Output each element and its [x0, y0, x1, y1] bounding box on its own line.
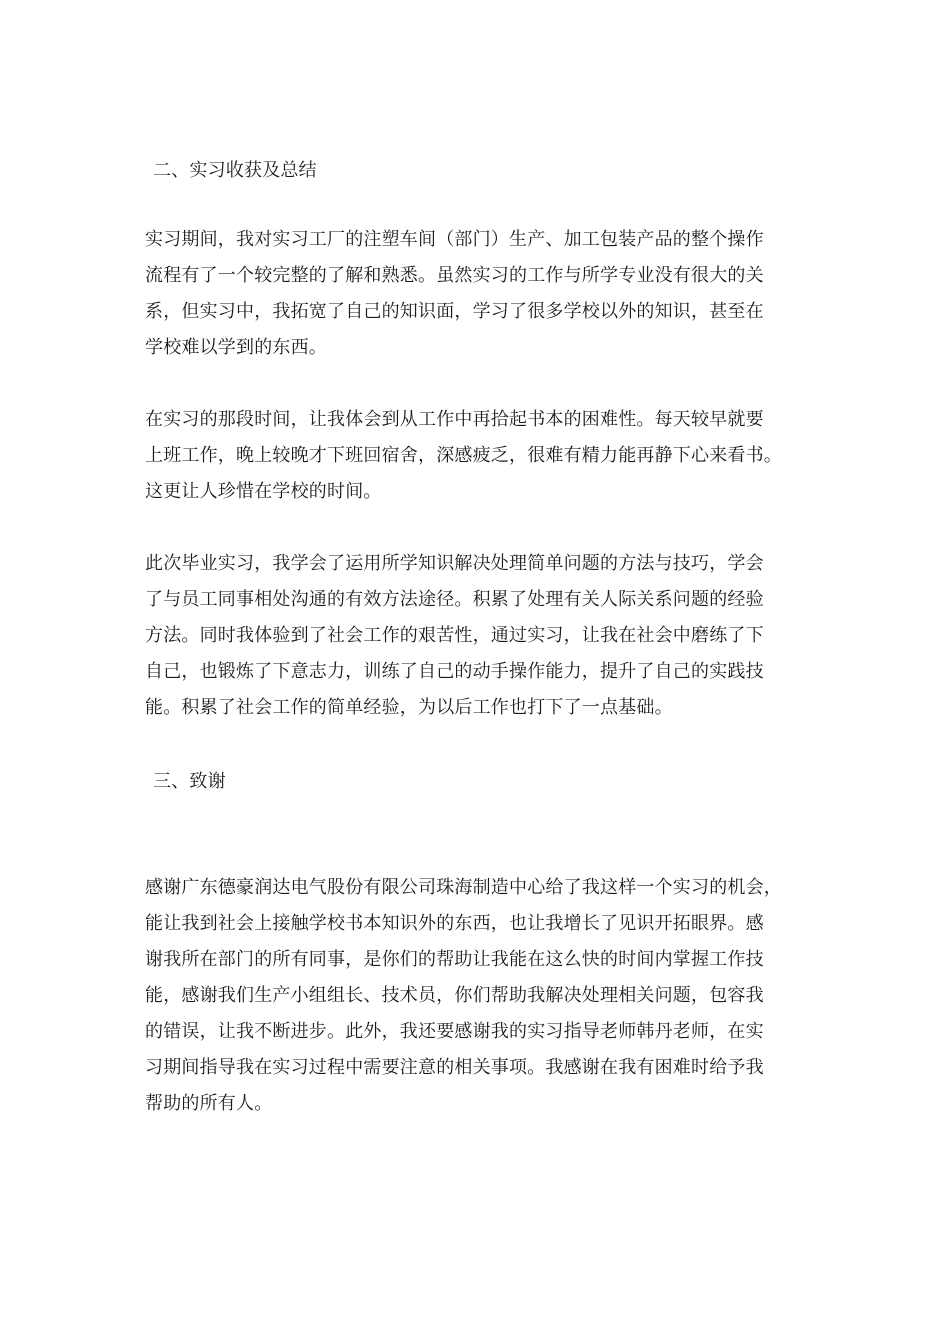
paragraph-line: 能让我到社会上接触学校书本知识外的东西，也让我增长了见识开拓眼界。感 [145, 913, 764, 934]
paragraph-thanks [145, 870, 845, 1122]
paragraph-line: 谢我所在部门的所有同事，是你们的帮助让我能在这么快的时间内掌握工作技 [145, 949, 764, 970]
paragraph-line: 了与员工同事相处沟通的有效方法途径。积累了处理有关人际关系问题的经验 [145, 589, 764, 610]
paragraph-line: 此次毕业实习，我学会了运用所学知识解决处理简单问题的方法与技巧，学会 [145, 553, 764, 574]
paragraph-line: 实习期间，我对实习工厂的注塑车间（部门）生产、加工包装产品的整个操作 [145, 229, 764, 250]
paragraph-line: 的错误，让我不断进步。此外，我还要感谢我的实习指导老师韩丹老师，在实 [145, 1021, 764, 1042]
paragraph-line: 自己，也锻炼了下意志力，训练了自己的动手操作能力，提升了自己的实践技 [145, 661, 764, 682]
paragraph-internship-overview [145, 222, 845, 366]
paragraph-line: 习期间指导我在实习过程中需要注意的相关事项。我感谢在我有困难时给予我 [145, 1057, 764, 1078]
paragraph-line: 这更让人珍惜在学校的时间。 [145, 481, 382, 502]
paragraph-line: 学校难以学到的东西。 [145, 337, 327, 358]
paragraph-line: 帮助的所有人。 [145, 1093, 273, 1114]
section-heading-acknowledgements [145, 764, 845, 800]
paragraph-work-difficulty [145, 402, 845, 510]
paragraph-line: 能。积累了社会工作的简单经验，为以后工作也打下了一点基础。 [145, 697, 673, 718]
paragraph-line: 在实习的那段时间，让我体会到从工作中再拾起书本的困难性。每天较早就要 [145, 409, 764, 430]
heading-text: 二、实习收获及总结 [153, 160, 317, 181]
paragraph-line: 感谢广东德豪润达电气股份有限公司珠海制造中心给了我这样一个实习的机会， [145, 877, 782, 898]
paragraph-line: 系，但实习中，我拓宽了自己的知识面，学习了很多学校以外的知识，甚至在 [145, 301, 764, 322]
heading-text: 三、致谢 [153, 771, 226, 792]
paragraph-line: 方法。同时我体验到了社会工作的艰苦性，通过实习，让我在社会中磨练了下 [145, 625, 764, 646]
paragraph-line: 能，感谢我们生产小组组长、技术员，你们帮助我解决处理相关问题，包容我 [145, 985, 764, 1006]
section-heading-harvest-summary [145, 153, 845, 189]
paragraph-skills-learned [145, 546, 845, 726]
paragraph-line: 流程有了一个较完整的了解和熟悉。虽然实习的工作与所学专业没有很大的关 [145, 265, 764, 286]
paragraph-line: 上班工作，晚上较晚才下班回宿舍，深感疲乏，很难有精力能再静下心来看书。 [145, 445, 782, 466]
